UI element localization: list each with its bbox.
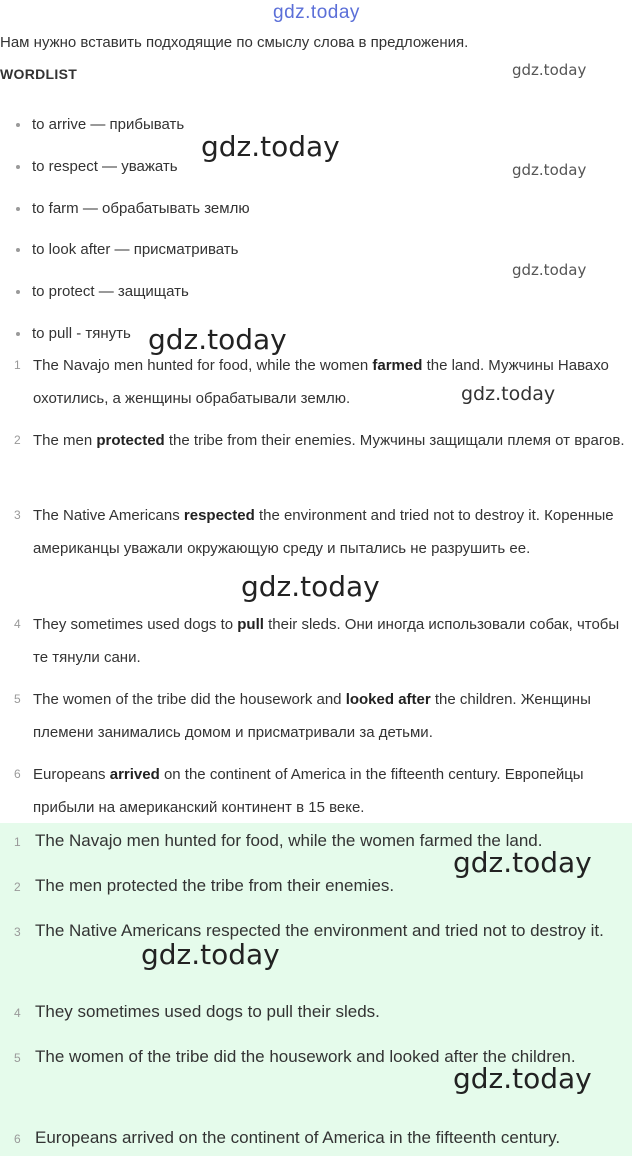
answer-item: 3 The Native Americans respected the environment and tried not to destroy it. Коренные американцы уважали окружающую среду и пытались не разрушить ее. <box>14 499 630 565</box>
watermark: gdz.today <box>141 938 280 971</box>
answer-number: 3 <box>14 508 21 522</box>
site-logo: gdz.today <box>273 2 360 23</box>
watermark: gdz.today <box>453 1062 592 1095</box>
watermark: gdz.today <box>148 323 287 356</box>
answer-keyword: farmed <box>372 357 423 374</box>
wordlist-item: to respect — уважать <box>16 158 178 175</box>
task-instruction: Нам нужно вставить подходящие по смыслу слова в предложения. <box>0 34 469 51</box>
final-answer-item: 1 The Navajo men hunted for food, while the women farmed the land. <box>14 823 626 859</box>
wordlist-heading: WORDLIST <box>0 66 78 82</box>
final-answer-item: 5 The women of the tribe did the housework and looked after the children. <box>14 1039 626 1075</box>
wordlist-item: to arrive — прибывать <box>16 116 184 133</box>
wordlist-item: to look after — присматривать <box>16 241 238 258</box>
answer-keyword: respected <box>183 507 255 524</box>
final-answer-item: 4 They sometimes used dogs to pull their sleds. <box>14 994 626 1030</box>
answer-keyword: looked after <box>345 691 431 708</box>
watermark: gdz.today <box>512 261 587 279</box>
answer-item: 4 They sometimes used dogs to pull their sleds. Они иногда использовали собак, чтобы те тянули сани. <box>14 608 630 674</box>
answer-number: 6 <box>14 1132 21 1146</box>
wordlist-item: to protect — защищать <box>16 283 189 300</box>
answer-number: 1 <box>14 835 21 849</box>
wordlist-item: to pull - тянуть <box>16 325 131 342</box>
final-answer-item: 3 The Native Americans respected the environment and tried not to destroy it. <box>14 913 626 949</box>
answer-number: 4 <box>14 617 21 631</box>
answer-number: 2 <box>14 433 21 447</box>
bullet-icon <box>16 248 20 252</box>
final-answer-item: 2 The men protected the tribe from their enemies. <box>14 868 626 904</box>
wordlist-item: to farm — обрабатывать землю <box>16 200 250 217</box>
answer-number: 6 <box>14 767 21 781</box>
answer-item: 2 The men protected the tribe from their enemies. Мужчины защищали племя от врагов. <box>14 424 630 457</box>
answer-number: 4 <box>14 1006 21 1020</box>
answer-item: 1 The Navajo men hunted for food, while the women farmed the land. Мужчины Навахо охотились, а женщины обрабатывали землю. <box>14 349 630 415</box>
watermark: gdz.today <box>453 846 592 879</box>
bullet-icon <box>16 290 20 294</box>
answer-keyword: pull <box>237 616 264 633</box>
answer-keyword: arrived <box>109 766 160 783</box>
answer-number: 5 <box>14 1051 21 1065</box>
answer-item: 5 The women of the tribe did the housework and looked after the children. Женщины племени занимались домом и присматривали за детьми. <box>14 683 630 749</box>
bullet-icon <box>16 207 20 211</box>
final-answer-item: 6 Europeans arrived on the continent of America in the fifteenth century. <box>14 1120 626 1156</box>
bullet-icon <box>16 123 20 127</box>
answer-item: 6 Europeans arrived on the continent of America in the fifteenth century. Европейцы прибыли на американский континент в 15 веке. <box>14 758 630 824</box>
answer-number: 2 <box>14 880 21 894</box>
bullet-icon <box>16 165 20 169</box>
answer-number: 3 <box>14 925 21 939</box>
answer-number: 5 <box>14 692 21 706</box>
answer-number: 1 <box>14 358 21 372</box>
watermark: gdz.today <box>461 383 556 405</box>
watermark: gdz.today <box>241 570 380 603</box>
watermark: gdz.today <box>512 161 587 179</box>
watermark: gdz.today <box>512 61 587 79</box>
watermark: gdz.today <box>201 130 340 163</box>
answer-keyword: protected <box>96 432 165 449</box>
bullet-icon <box>16 332 20 336</box>
